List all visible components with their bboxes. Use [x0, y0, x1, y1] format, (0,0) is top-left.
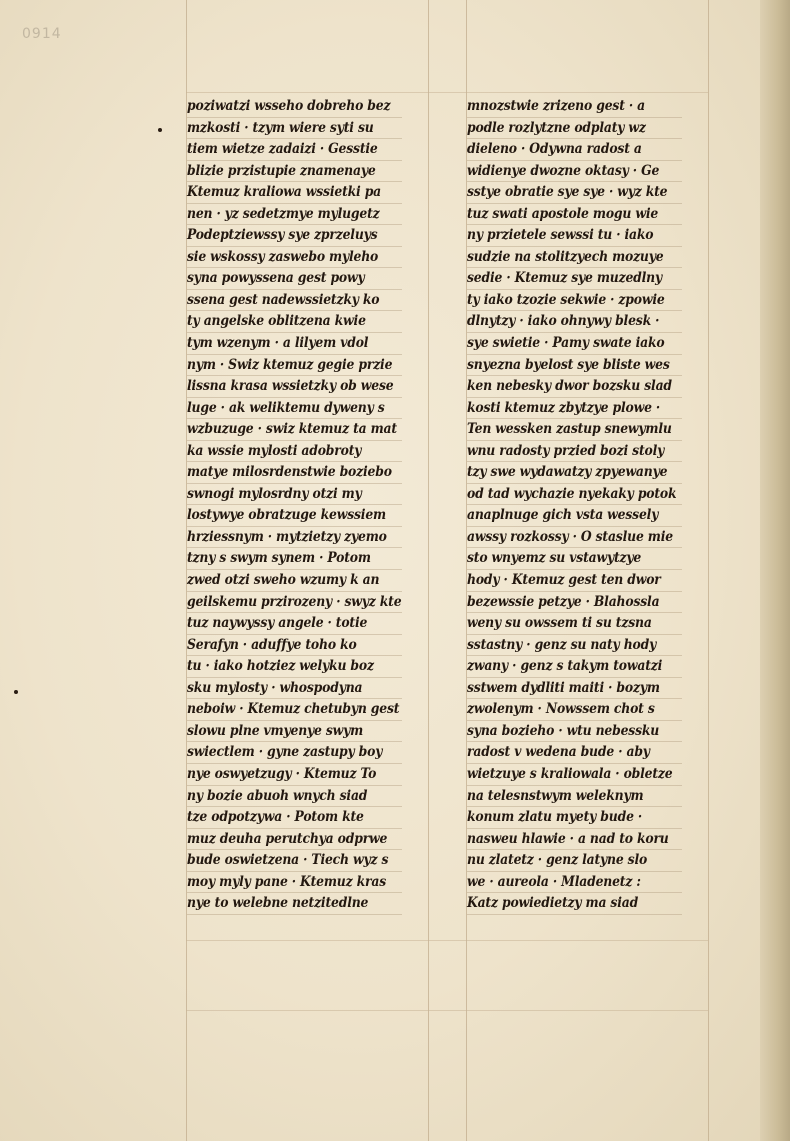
text-line: awssy rozkossy · O staslue mie [467, 527, 682, 549]
text-line: tze odpotzywa · Potom kte [187, 807, 402, 829]
text-line: ken nebesky dwor bozsku slad [467, 376, 682, 398]
text-line: syna powyssena gest powy [187, 268, 402, 290]
text-line: zwed otzi sweho wzumy k an [187, 570, 402, 592]
text-line: tzny s swym synem · Potom [187, 548, 402, 570]
text-line: tuz swati apostole mogu wie [467, 204, 682, 226]
text-line: dlnytzy · iako ohnywy blesk · [467, 311, 682, 333]
text-line: anaplnuge gich vsta wessely [467, 505, 682, 527]
text-line: tiem wietze zadaizi · Gesstie [187, 139, 402, 161]
text-line: sto wnyemz su vstawytzye [467, 548, 682, 570]
text-line: snyezna byelost sye bliste wes [467, 355, 682, 377]
text-line: nym · Swiz ktemuz gegie przie [187, 355, 402, 377]
text-line: tu · iako hotziez welyku boz [187, 656, 402, 678]
text-line: ny przietele sewssi tu · iako [467, 225, 682, 247]
text-line: ny bozie abuoh wnych siad [187, 786, 402, 808]
text-line: Katz powiedietzy ma siad [467, 893, 682, 915]
text-line: na telesnstwym weleknym [467, 786, 682, 808]
text-line: ssena gest nadewssietzky ko [187, 290, 402, 312]
text-line: nen · yz sedetzmye mylugetz [187, 204, 402, 226]
text-line: Ktemuz kraliowa wssietki pa [187, 182, 402, 204]
text-line: Podeptziewssy sye zprzeluys [187, 225, 402, 247]
ruling-line [186, 92, 708, 93]
folio-number: 0914 [22, 26, 62, 42]
text-line: konum zlatu myety bude · [467, 807, 682, 829]
text-line: kosti ktemuz zbytzye plowe · [467, 398, 682, 420]
text-line: syna bozieho · wtu nebessku [467, 721, 682, 743]
text-line: sie wskossy zaswebo myleho [187, 247, 402, 269]
text-line: zwolenym · Nowssem chot s [467, 699, 682, 721]
text-line: bezewssie petzye · Blahossla [467, 592, 682, 614]
text-line: sstastny · genz su naty hody [467, 635, 682, 657]
text-line: poziwatzi wsseho dobreho bez [187, 96, 402, 118]
margin-mark [14, 690, 18, 694]
text-line: nasweu hlawie · a nad to koru [467, 829, 682, 851]
text-line: hody · Ktemuz gest ten dwor [467, 570, 682, 592]
text-line: radost v wedena bude · aby [467, 742, 682, 764]
text-line: mnozstwie zrizeno gest · a [467, 96, 682, 118]
text-line: dieleno · Odywna radost a [467, 139, 682, 161]
text-line: podle rozlytzne odplaty wz [467, 118, 682, 140]
text-line: nye to welebne netzitedlne [187, 893, 402, 915]
text-column-right [467, 96, 717, 915]
margin-mark [158, 128, 162, 132]
text-line: swnogi mylosrdny otzi my [187, 484, 402, 506]
text-line: geilskemu przirozeny · swyz kte [187, 592, 402, 614]
text-line: lostywye obratzuge kewssiem [187, 505, 402, 527]
text-line: nye oswyetzugy · Ktemuz To [187, 764, 402, 786]
text-line: widienye dwozne oktasy · Ge [467, 161, 682, 183]
text-column-left [187, 96, 437, 915]
text-line: moy myly pane · Ktemuz kras [187, 872, 402, 894]
text-line: mzkosti · tzym wiere syti su [187, 118, 402, 140]
text-line: sstye obratie sye sye · wyz kte [467, 182, 682, 204]
text-line: Ten wessken zastup snewymlu [467, 419, 682, 441]
text-line: tym wzenym · a lilyem vdol [187, 333, 402, 355]
text-line: swiectlem · gyne zastupy boy [187, 742, 402, 764]
text-line: wietzuye s kraliowala · obletze [467, 764, 682, 786]
text-line: ty angelske oblitzena kwie [187, 311, 402, 333]
text-line: tuz naywyssy angele · totie [187, 613, 402, 635]
text-line: sku mylosty · whospodyna [187, 678, 402, 700]
text-line: sstwem dydliti maiti · bozym [467, 678, 682, 700]
text-line: zwany · genz s takym towatzi [467, 656, 682, 678]
text-line: sye swietie · Pamy swate iako [467, 333, 682, 355]
text-line: slowu plne vmyenye swym [187, 721, 402, 743]
text-line: ty iako tzozie sekwie · zpowie [467, 290, 682, 312]
text-line: sedie · Ktemuz sye muzedlny [467, 268, 682, 290]
text-line: weny su owssem ti su tzsna [467, 613, 682, 635]
text-line: sudzie na stolitzyech mozuye [467, 247, 682, 269]
text-line: tzy swe wydawatzy zpyewanye [467, 462, 682, 484]
text-line: wzbuzuge · swiz ktemuz ta mat [187, 419, 402, 441]
text-line: ka wssie mylosti adobroty [187, 441, 402, 463]
text-line: lissna krasa wssietzky ob wese [187, 376, 402, 398]
text-line: od tad wychazie nyekaky potok [467, 484, 682, 506]
text-line: muz deuha perutchya odprwe [187, 829, 402, 851]
ruling-line [186, 940, 708, 941]
text-line: Serafyn · aduffye toho ko [187, 635, 402, 657]
text-line: matye milosrdenstwie boziebo [187, 462, 402, 484]
text-line: neboiw · Ktemuz chetubyn gest [187, 699, 402, 721]
text-line: wnu radosty przied bozi stoly [467, 441, 682, 463]
binding-gutter [760, 0, 790, 1141]
text-line: hrziessnym · mytzietzy zyemo [187, 527, 402, 549]
text-line: bude oswietzena · Tiech wyz s [187, 850, 402, 872]
text-line: we · aureola · Mladenetz : [467, 872, 682, 894]
ruling-line [186, 1010, 708, 1011]
text-line: luge · ak weliktemu dyweny s [187, 398, 402, 420]
text-line: blizie przistupie znamenaye [187, 161, 402, 183]
text-line: nu zlatetz · genz latyne slo [467, 850, 682, 872]
